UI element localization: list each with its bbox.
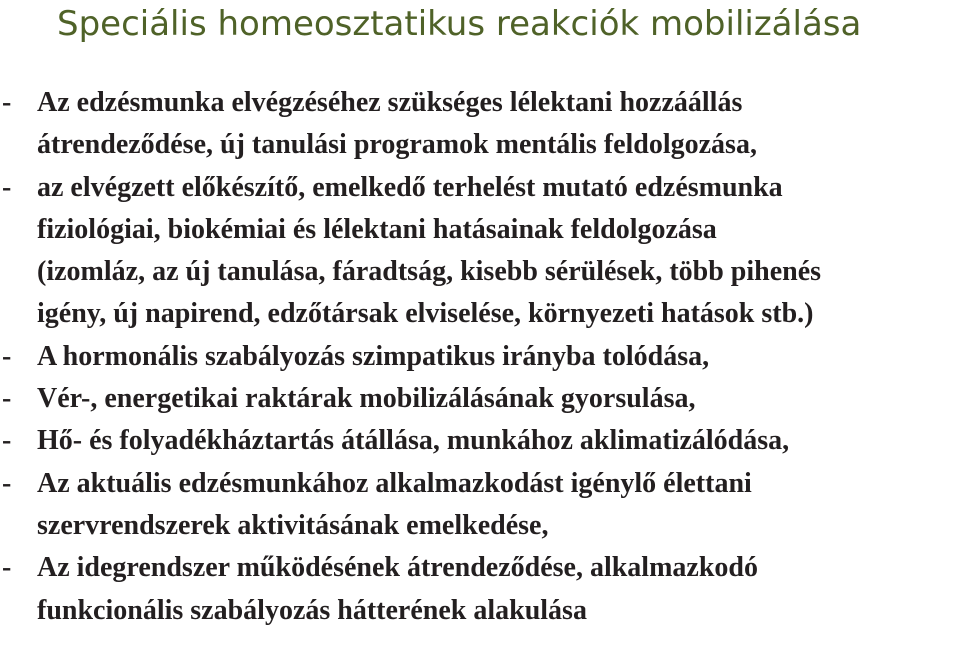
bullet-dash: - — [2, 552, 12, 584]
bullet-dash: - — [2, 425, 12, 457]
bullet-dash: - — [2, 383, 12, 415]
bullet-item — [0, 463, 957, 548]
bullet-dash: - — [2, 467, 12, 499]
bullet-item — [0, 547, 957, 632]
bullet-text: Az aktuális edzésmunkához alkalmazkodást igénylő élettani szervrendszerek aktivitásának emelkedése, — [37, 467, 752, 541]
bullet-text: Vér-, energetikai raktárak mobilizálásának gyorsulása, — [37, 383, 696, 415]
bullet-item — [0, 82, 957, 167]
bullet-text: Hő- és folyadékháztartás átállása, munkához aklimatizálódása, — [37, 425, 790, 457]
bullet-dash: - — [2, 87, 12, 118]
bullet-item — [0, 420, 957, 462]
bullet-text: Az edzésmunka elvégzéséhez szükséges lélektani hozzáállás átrendeződése, új tanulási programok mentális feldolgozása, — [37, 87, 757, 161]
bullet-item — [0, 167, 957, 336]
bullet-text: az elvégzett előkészítő, emelkedő terhelést mutató edzésmunka fiziológiai, biokémiai és lélektani hatásainak feldolgozása (izomláz, az új tanulása, fáradtság, kisebb sérülések, több pihenés igény, új napirend, edzőtársak elviselése, környezeti hatások stb.) — [37, 171, 822, 330]
bullet-item — [0, 336, 957, 378]
bullet-text: Az idegrendszer működésének átrendeződése, alkalmazkodó funkcionális szabályozás hátterének alakulása — [37, 552, 758, 626]
slide-title: Speciális homeosztatikus reakciók mobilizálása — [57, 4, 862, 44]
bullet-dash: - — [2, 171, 12, 203]
bullet-text: A hormonális szabályozás szimpatikus irányba tolódása, — [37, 340, 710, 372]
bullet-dash: - — [2, 340, 12, 372]
bullet-list — [0, 82, 957, 632]
bullet-item — [0, 378, 957, 420]
